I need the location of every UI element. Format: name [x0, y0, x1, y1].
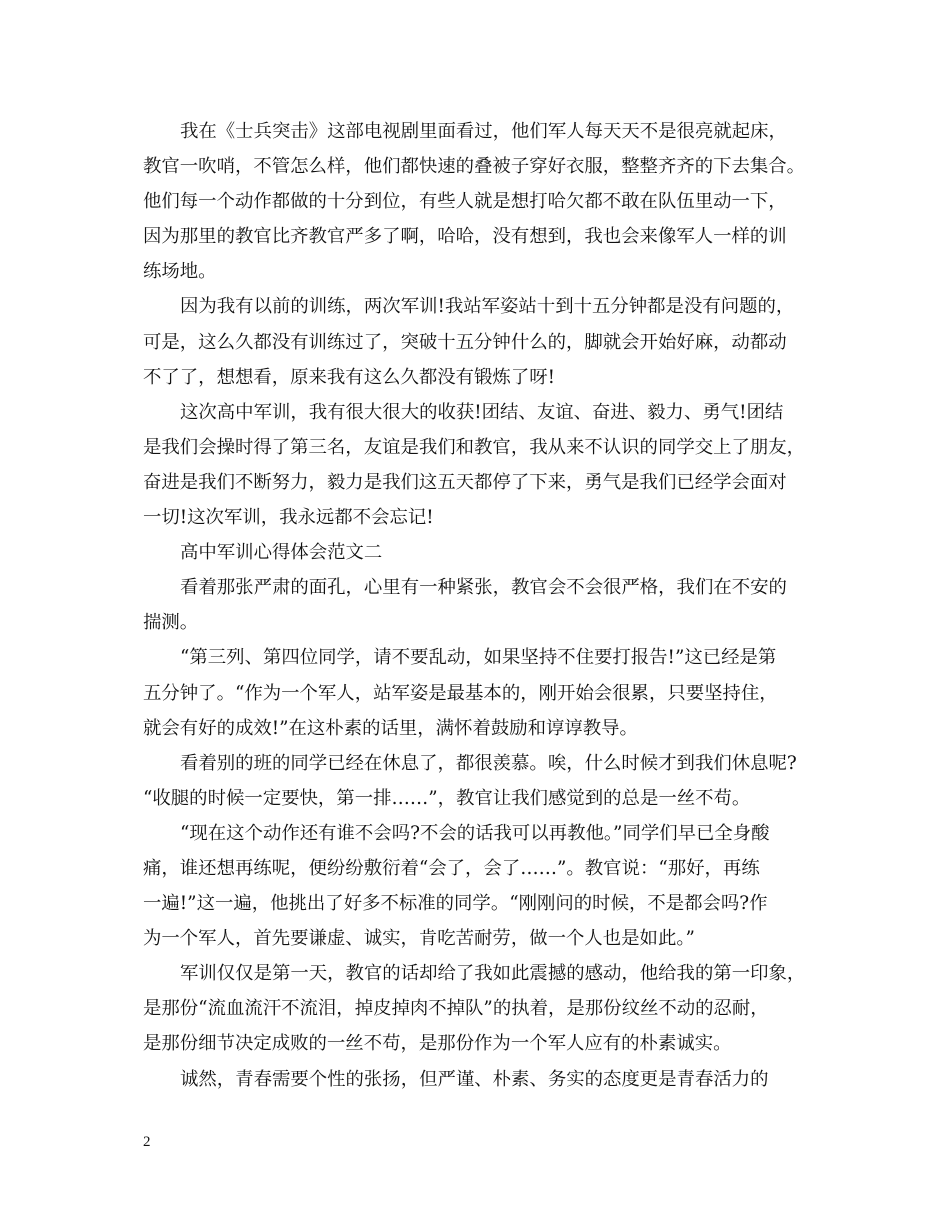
text-line: 练场地。: [143, 261, 217, 283]
text-line: 是那份“流血流汗不流泪，掉皮掉肉不掉队”的执着，是那份纹丝不动的忍耐，: [143, 998, 769, 1020]
text-line: 看着别的班的同学已经在休息了，都很羡慕。唉，什么时候才到我们休息呢?: [180, 752, 797, 774]
text-line: 一遍!”这一遍，他挑出了好多不标准的同学。“刚刚问的时候，不是都会吗?作: [143, 893, 768, 915]
text-line: “收腿的时候一定要快，第一排……”，教官让我们感觉到的总是一丝不苟。: [143, 787, 751, 809]
text-line: 是我们会操时得了第三名，友谊是我们和教官，我从来不认识的同学交上了朋友，: [143, 436, 806, 458]
text-line: 是那份细节决定成败的一丝不苟，是那份作为一个军人应有的朴素诚实。: [143, 1033, 732, 1055]
text-line: 高中军训心得体会范文二: [180, 542, 383, 564]
text-line: 为一个军人，首先要谦虚、诚实，肯吃苦耐劳，做一个人也是如此。”: [143, 928, 695, 950]
text-line: 一切!这次军训，我永远都不会忘记!: [143, 507, 434, 529]
text-line: 因为我有以前的训练，两次军训!我站军姿站十到十五分钟都是没有问题的，: [180, 296, 795, 318]
text-line: 奋进是我们不断努力，毅力是我们这五天都停了下来，勇气是我们已经学会面对: [143, 471, 787, 493]
page-number: 2: [143, 1134, 151, 1150]
text-line: 教官一吹哨，不管怎么样，他们都快速的叠被子穿好衣服，整整齐齐的下去集合。: [143, 156, 806, 178]
text-line: 他们每一个动作都做的十分到位，有些人就是想打哈欠都不敢在队伍里动一下，: [143, 191, 787, 213]
text-line: 军训仅仅是第一天，教官的话却给了我如此震撼的感动，他给我的第一印象，: [180, 963, 806, 985]
text-line: “现在这个动作还有谁不会吗?不会的话我可以再教他。”同学们早已全身酸: [180, 822, 770, 844]
text-line: 五分钟了。“作为一个军人，站军姿是最基本的，刚开始会很累，只要坚持住，: [143, 682, 778, 704]
text-line: 揣测。: [143, 612, 199, 634]
text-line: 因为那里的教官比齐教官严多了啊，哈哈，没有想到，我也会来像军人一样的训: [143, 226, 787, 248]
text-line: 不了了，想想看，原来我有这么久都没有锻炼了呀!: [143, 366, 555, 388]
text-line: 我在《士兵突击》这部电视剧里面看过，他们军人每天天不是很亮就起床，: [180, 121, 787, 142]
text-line: 可是，这么久都没有训练过了，突破十五分钟什么的，脚就会开始好麻，动都动: [143, 331, 787, 353]
text-line: “第三列、第四位同学，请不要乱动，如果坚持不住要打报告!”这已经是第: [180, 647, 777, 669]
text-line: 这次高中军训，我有很大很大的收获!团结、友谊、奋进、毅力、勇气!团结: [180, 401, 784, 423]
document-body: [143, 114, 843, 1097]
text-line: 就会有好的成效!”在这朴素的话里，满怀着鼓励和谆谆教导。: [143, 717, 638, 739]
text-line: 痛，谁还想再练呢，便纷纷敷衍着“会了，会了……”。教官说：“那好，再练: [143, 857, 760, 879]
text-line: 诚然，青春需要个性的张扬，但严谨、朴素、务实的态度更是青春活力的: [180, 1068, 769, 1090]
text-line: 看着那张严肃的面孔，心里有一种紧张，教官会不会很严格，我们在不安的: [180, 577, 787, 599]
